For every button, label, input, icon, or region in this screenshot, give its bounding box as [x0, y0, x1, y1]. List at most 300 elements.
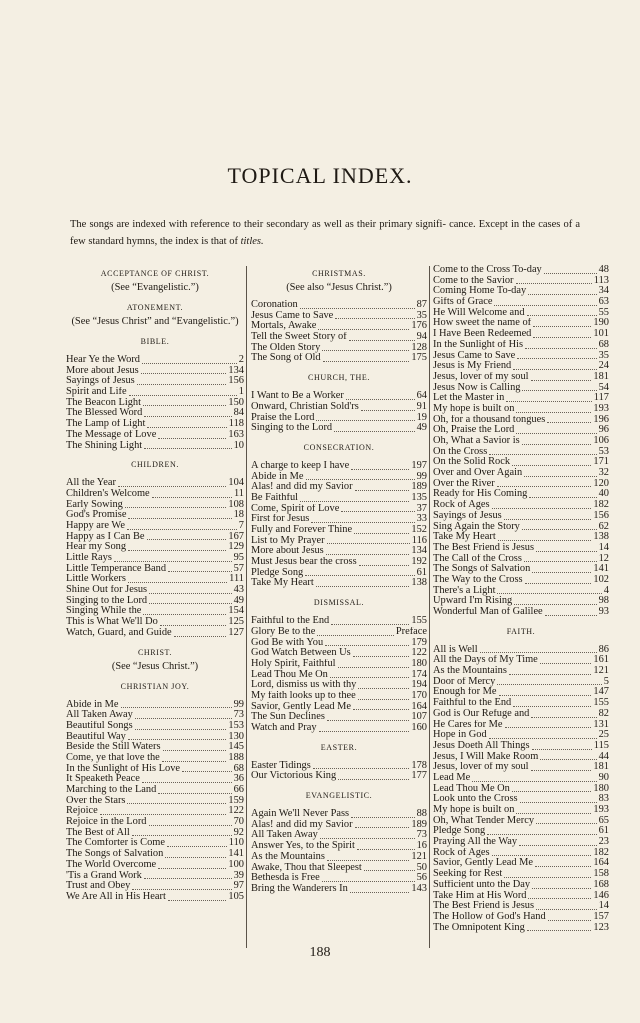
entry-page-number: 155 [593, 698, 609, 709]
index-entry [433, 762, 609, 773]
entry-title: In the Sunlight of His [433, 339, 524, 350]
entry-title: Sufficient unto the Day [433, 879, 531, 890]
leader-dots [355, 826, 410, 828]
entry-title: Easter Tidings [251, 760, 311, 771]
index-entry [66, 430, 244, 441]
leader-dots [167, 845, 227, 847]
leader-dots [536, 550, 597, 552]
section-heading: CHRISTMAS. [312, 269, 366, 278]
leader-dots [327, 542, 410, 544]
entry-page-number: 56 [416, 873, 427, 884]
leader-dots [527, 929, 592, 931]
index-entry [433, 794, 609, 805]
entry-title: The Comforter is Come [66, 838, 165, 849]
leader-dots [359, 564, 410, 566]
entry-title: Come, ye that love the [66, 752, 160, 763]
entry-page-number: 7 [238, 520, 244, 531]
entry-title: The Lamp of Light [66, 419, 146, 430]
leader-dots [514, 603, 596, 605]
entry-title: There's a Light [433, 585, 496, 596]
index-entry [66, 398, 244, 409]
leader-dots [524, 475, 596, 477]
section-heading: EASTER. [320, 742, 358, 752]
entry-title: On the Solid Rock [433, 457, 511, 468]
leader-dots [346, 398, 415, 400]
leader-dots [142, 781, 232, 783]
entry-page-number: 157 [593, 911, 609, 922]
entry-title: My faith looks up to thee [251, 690, 356, 701]
index-entry [66, 478, 244, 489]
leader-dots [532, 748, 592, 750]
index-entry [433, 869, 609, 880]
leader-dots [528, 897, 591, 899]
index-entry [433, 522, 609, 533]
entry-title: Over the Stars [66, 795, 126, 806]
index-entry [66, 742, 244, 753]
leader-dots [100, 813, 227, 815]
index-entry [433, 816, 609, 827]
leader-dots [497, 683, 601, 685]
leader-dots [160, 624, 227, 626]
index-entry [433, 901, 609, 912]
index-entry [433, 372, 609, 383]
leader-dots [494, 304, 596, 306]
entry-title: Gifts of Grace [433, 297, 493, 308]
entry-page-number: 134 [228, 365, 244, 376]
leader-dots [487, 833, 596, 835]
entry-page-number: 180 [593, 783, 609, 794]
entry-title: As the Mountains [433, 666, 507, 677]
index-entry [433, 805, 609, 816]
leader-dots [533, 325, 591, 327]
index-entry [433, 912, 609, 923]
entry-page-number: 92 [233, 827, 244, 838]
index-entry [433, 351, 609, 362]
entry-page-number: 131 [593, 719, 609, 730]
entry-page-number: 24 [598, 361, 609, 372]
index-column-1 [66, 265, 244, 903]
leader-dots [318, 328, 409, 330]
entry-title: Let the Master in [433, 393, 505, 404]
leader-dots [305, 574, 414, 576]
leader-dots [168, 899, 227, 901]
index-entry [433, 655, 609, 666]
index-entry [251, 391, 427, 402]
entry-page-number: 177 [411, 771, 427, 782]
index-entry [66, 355, 244, 366]
entry-page-number: 73 [233, 710, 244, 721]
entry-title: The Olden Story [251, 342, 321, 353]
leader-dots [512, 790, 592, 792]
index-entry [251, 670, 427, 681]
entry-page-number: 141 [593, 564, 609, 575]
section-heading: CHRISTIAN JOY. [120, 681, 190, 691]
index-entry [251, 830, 427, 841]
index-section [66, 336, 244, 451]
index-entry [433, 677, 609, 688]
leader-dots [144, 447, 231, 449]
index-entry [66, 441, 244, 452]
leader-dots [480, 651, 597, 653]
leader-dots [525, 347, 597, 349]
entry-title: It Speaketh Peace [66, 774, 140, 785]
index-entry [433, 730, 609, 741]
entry-page-number: 193 [593, 403, 609, 414]
entry-title: Awake, Thou that Sleepest [251, 862, 362, 873]
section-heading: BIBLE. [140, 337, 170, 346]
entry-title: Sayings of Jesus [433, 510, 502, 521]
index-entry [433, 752, 609, 763]
entry-title: Trust and Obey [66, 881, 131, 892]
entry-page-number: 118 [228, 419, 244, 430]
index-entry [66, 521, 244, 532]
entry-title: Coming Home To-day [433, 286, 527, 297]
entry-title: Singing While the [66, 606, 142, 617]
index-entry [251, 300, 427, 311]
entry-page-number: 10 [233, 440, 244, 451]
leader-dots [499, 694, 592, 696]
leader-dots [142, 362, 237, 364]
entry-page-number: 125 [228, 617, 244, 628]
leader-dots [338, 666, 410, 668]
index-entry [251, 514, 427, 525]
leader-dots [316, 585, 410, 587]
leader-dots [492, 507, 592, 509]
index-entry [433, 858, 609, 869]
entry-title: My hope is built on [433, 403, 515, 414]
entry-page-number: Preface [395, 626, 427, 637]
entry-page-number: 5 [603, 676, 609, 687]
index-entry [66, 828, 244, 839]
leader-dots [129, 394, 237, 396]
entry-title: Oh, What Tender Mercy [433, 815, 535, 826]
entry-title: Jesus, lover of my soul [433, 371, 529, 382]
entry-page-number: 55 [598, 307, 609, 318]
leader-dots [516, 411, 591, 413]
entry-page-number: 150 [228, 397, 244, 408]
intro-paragraph [70, 216, 580, 250]
index-entry [251, 884, 427, 895]
entry-page-number: 25 [598, 730, 609, 741]
entry-title: Answer Yes, to the Spirit [251, 841, 355, 852]
leader-dots [525, 582, 592, 584]
entry-title: Little Rays [66, 553, 112, 563]
leader-dots [522, 528, 597, 530]
entry-title: Onward, Christian Sold'rs [251, 401, 359, 412]
index-entry [251, 557, 427, 568]
leader-dots [361, 409, 415, 411]
entry-page-number: 50 [416, 862, 427, 873]
entry-title: Lead Thou Me On [251, 669, 328, 680]
leader-dots [121, 706, 232, 708]
entry-title: Take My Heart [251, 578, 314, 589]
entry-title: The Hollow of God's Hand [433, 911, 546, 922]
entry-page-number: 61 [416, 567, 427, 578]
entry-title: Pledge Song [433, 826, 486, 837]
entry-page-number: 122 [228, 806, 244, 817]
entry-title: More about Jesus [66, 365, 139, 376]
entry-page-number: 141 [228, 849, 244, 860]
leader-dots [349, 339, 415, 341]
entry-title: Bethesda is Free [251, 873, 320, 884]
leader-dots [125, 506, 227, 508]
leader-dots [322, 880, 415, 882]
entry-page-number: 182 [593, 847, 609, 858]
entry-title: Singing to the Lord [251, 423, 333, 434]
entry-title: Alas! and did my Savior [251, 482, 353, 493]
entry-title: Come to the Savior [433, 275, 514, 286]
index-section [251, 597, 427, 734]
leader-dots [338, 778, 409, 780]
index-entry [251, 525, 427, 536]
leader-dots [492, 854, 592, 856]
entry-title: Watch, Guard, and Guide [66, 627, 172, 638]
entry-title: Holy Spirit, Faithful [251, 658, 336, 669]
section-heading: CHILDREN. [131, 460, 179, 470]
index-entry [66, 796, 244, 807]
entry-page-number: 189 [411, 819, 427, 830]
leader-dots [504, 876, 591, 878]
entry-page-number: 93 [598, 607, 609, 617]
index-entry [66, 881, 244, 892]
index-entry [66, 892, 244, 903]
leader-dots [306, 478, 415, 480]
section-heading: FAITH. [506, 626, 536, 636]
entry-title: Again We'll Never Pass [251, 809, 350, 820]
index-entry [433, 837, 609, 848]
entry-page-number: 180 [411, 658, 427, 669]
entry-title: Our Victorious King [251, 771, 337, 782]
entry-page-number: 19 [416, 412, 427, 423]
index-entry [433, 404, 609, 415]
index-entry [251, 820, 427, 831]
index-entry [433, 457, 609, 468]
entry-page-number: 121 [593, 666, 609, 677]
entry-title: Little Workers [66, 574, 126, 585]
entry-title: My hope is built on [433, 805, 515, 815]
leader-dots [497, 485, 592, 487]
entry-title: 'Tis a Grand Work [66, 870, 142, 881]
index-entry [433, 826, 609, 837]
section-heading: CHURCH, THE. [308, 373, 370, 383]
index-entry [66, 387, 244, 398]
entry-page-number: 94 [416, 332, 427, 343]
entry-page-number: 175 [411, 353, 427, 364]
leader-dots [168, 570, 232, 572]
entry-title: Beside the Still Waters [66, 742, 161, 753]
index-entry [66, 860, 244, 871]
leader-dots [536, 908, 597, 910]
index-entry [251, 353, 427, 364]
index-section [251, 790, 427, 895]
index-entry [251, 638, 427, 649]
index-entry [433, 361, 609, 372]
index-entry [251, 461, 427, 472]
leader-dots [127, 528, 237, 530]
entry-title: Savior, Gently Lead Me [251, 701, 351, 712]
index-entry [66, 553, 244, 564]
index-entry [433, 784, 609, 795]
entry-page-number: 181 [593, 371, 609, 382]
entry-title: The Omnipotent King [433, 922, 525, 933]
entry-page-number: 11 [233, 488, 244, 499]
index-entry [251, 702, 427, 713]
leader-dots [319, 730, 410, 732]
leader-dots [472, 780, 596, 782]
entry-page-number: 196 [593, 414, 609, 425]
entry-page-number: 108 [228, 499, 244, 510]
entry-page-number: 192 [411, 557, 427, 568]
leader-dots [512, 464, 591, 466]
index-entry [251, 343, 427, 354]
entry-page-number: 88 [416, 809, 427, 820]
entry-title: Must Jesus bear the cross [251, 557, 357, 568]
leader-dots [137, 383, 227, 385]
index-entry [66, 849, 244, 860]
leader-dots [506, 400, 592, 402]
entry-page-number: 156 [228, 376, 244, 387]
index-entry [433, 383, 609, 394]
leader-dots [509, 673, 592, 675]
entry-title: Lord, dismiss us with thy [251, 680, 357, 691]
leader-dots [531, 716, 596, 718]
index-entry [433, 720, 609, 731]
entry-title: Hope in God [433, 730, 487, 741]
leader-dots [311, 521, 414, 523]
entry-title: Lead Thou Me On [433, 783, 510, 794]
index-entry [66, 617, 244, 628]
intro-italic: titles. [240, 236, 264, 247]
entry-page-number: 66 [233, 785, 244, 795]
leader-dots [323, 360, 410, 362]
index-entry [433, 687, 609, 698]
leader-dots [128, 581, 227, 583]
leader-dots [165, 856, 226, 858]
see-reference: (See “Jesus Christ.”) [111, 660, 199, 672]
leader-dots [522, 443, 592, 445]
entry-page-number: 16 [416, 841, 427, 852]
index-entry [251, 423, 427, 434]
entry-title: Jesus Came to Save [251, 310, 334, 321]
section-heading: EVANGELISTIC. [305, 791, 373, 801]
leader-dots [350, 891, 410, 893]
entry-title: Take My Heart [433, 532, 496, 543]
leader-dots [358, 687, 409, 689]
entry-page-number: 83 [598, 794, 609, 805]
entry-page-number: 70 [233, 817, 244, 828]
entry-title: Happy as I Can Be [66, 531, 145, 542]
entry-title: Over and Over Again [433, 468, 523, 479]
entry-title: Abide in Me [251, 471, 304, 482]
leader-dots [357, 848, 415, 850]
index-entry [433, 554, 609, 565]
index-entry [433, 543, 609, 554]
entry-page-number: 115 [593, 740, 609, 751]
entry-title: More about Jesus [251, 546, 324, 557]
entry-title: Singing to the Lord [66, 595, 148, 606]
entry-title: This is What We'll Do [66, 617, 158, 628]
leader-dots [152, 496, 232, 498]
entry-title: Faithful to the End [251, 616, 330, 627]
entry-page-number: 68 [233, 763, 244, 774]
entry-page-number: 156 [593, 510, 609, 521]
entry-title: The Best of All [66, 827, 130, 838]
entry-title: Children's Welcome [66, 488, 150, 499]
leader-dots [334, 430, 415, 432]
entry-page-number: 153 [228, 720, 244, 731]
index-entry [433, 511, 609, 522]
entry-page-number: 178 [411, 760, 427, 771]
intro-text-1: The songs are indexed with reference to their secondary as well as their primary signifi- [70, 219, 446, 230]
entry-title: He Will Welcome and [433, 307, 525, 318]
index-entry [251, 771, 427, 782]
entry-page-number: 194 [411, 680, 427, 691]
entry-page-number: 182 [593, 500, 609, 511]
index-entry [251, 472, 427, 483]
entry-title: List to My Prayer [251, 535, 325, 546]
see-reference: (See “Jesus Christ” and “Evangelistic.”) [71, 316, 239, 327]
leader-dots [135, 717, 232, 719]
entry-page-number: 129 [228, 542, 244, 553]
entry-page-number: 82 [598, 708, 609, 719]
entry-title: God's Promise [66, 510, 127, 521]
index-entry [251, 578, 427, 589]
entry-page-number: 164 [411, 701, 427, 712]
leader-dots [354, 532, 409, 534]
entry-page-number: 111 [229, 574, 244, 585]
entry-page-number: 44 [598, 751, 609, 762]
entry-title: The Songs of Salvation [433, 564, 531, 575]
entry-page-number: 123 [593, 922, 609, 933]
entry-title: Jesus, lover of my soul [433, 762, 529, 773]
index-entry [66, 564, 244, 575]
leader-dots [540, 662, 592, 664]
index-entry [433, 500, 609, 511]
leader-dots [520, 801, 597, 803]
entry-page-number: 145 [228, 742, 244, 753]
index-entry [66, 606, 244, 617]
index-entry [433, 923, 609, 934]
entry-title: All Taken Away [66, 710, 133, 721]
entry-title: Tell the Sweet Story of [251, 332, 347, 343]
entry-page-number: 188 [228, 752, 244, 763]
entry-page-number: 160 [411, 723, 427, 733]
leader-dots [118, 485, 226, 487]
entry-title: Rock of Ages [433, 847, 490, 858]
entry-page-number: 36 [233, 774, 244, 785]
leader-dots [162, 760, 227, 762]
entry-page-number: 197 [411, 460, 427, 471]
entry-page-number: 18 [233, 510, 244, 521]
leader-dots [313, 767, 410, 769]
leader-dots [327, 719, 410, 721]
entry-page-number: 96 [598, 425, 609, 436]
leader-dots [547, 421, 591, 423]
index-entry [66, 838, 244, 849]
leader-dots [325, 644, 409, 646]
leader-dots [524, 560, 597, 562]
leader-dots [355, 489, 410, 491]
index-entry [66, 732, 244, 743]
entry-title: The World Overcome [66, 859, 157, 870]
entry-page-number: 48 [598, 265, 609, 275]
index-column-2 [251, 265, 427, 895]
entry-title: Jesus Doeth All Things [433, 740, 530, 751]
entry-title: Sing Again the Story [433, 521, 520, 532]
leader-dots [489, 453, 596, 455]
entry-title: God Watch Between Us [251, 648, 351, 659]
column-divider [429, 266, 430, 948]
